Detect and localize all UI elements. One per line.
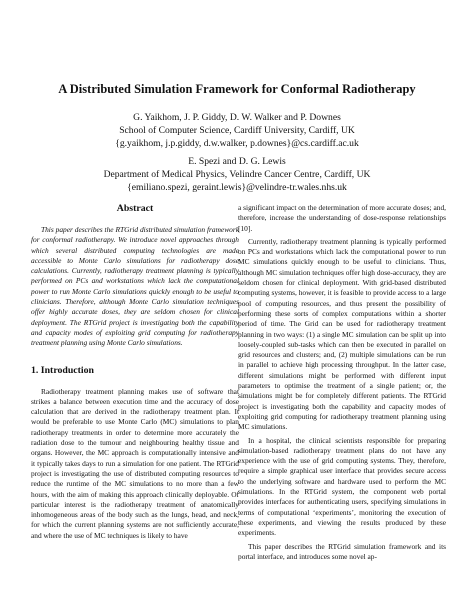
introduction-paragraph-1: Radiotherapy treatment planning makes use of software that strikes a balance between execution time and the accuracy of dose calculation that are derived in the radiotherapy treatment plan. It would be preferable to use Monte Carlo (MC) simulations to plan radiotherapy treatments in order to determine more accurately the radiation dose to the tumour and neighbouring healthy tissue and organs. However, the MC approach is computationally intensive and it typically takes days to run a simulation for one patient. The RTGrid project is investigating the use of distributed computing resources to reduce the runtime of the MC simulations to no more than a few hours, with the aim of making this approach clinically deployable. Of particular interest is the radiotherapy treatment of anatomically inhomogeneous areas of the body such as the lungs, head, and neck, for which the current planning systems are not sufficiently accurate, and where the use of MC techniques is likely to have [31,386,239,540]
right-paragraph-continued: a significant impact on the determination of more accurate doses; and, therefore, increase the understanding of dose-response relationships [10]. [238,203,446,233]
author-block [0,111,474,194]
affiliation-line-1: School of Computer Science, Cardiff University, Cardiff, UK [119,125,355,136]
right-column [238,203,446,562]
right-paragraph-1: Currently, radiotherapy treatment planning is typically performed on PCs and workstations which lack the computational power to run MC simulations quickly enough to be useful to clinicians. Thus, although MC simulation techniques offer high dose-accuracy, they are seldom chosen for clinical deployment. With grid-based distributed computing systems, however, it is feasible to provide access to a large pool of computing resources, and thus present the possibility of performing these sorts of complex computations within a shorter period of time. The Grid can be used for radiotherapy treatment planning in two ways: (1) a single MC simulation can be split up into loosely-coupled sub-tasks which can then be executed in parallel on grid resources and clusters; and, (2) multiple simulations can be run in parallel to achieve high processing throughput. In the latter case, different simulations might be performed with different input parameters to optimise the treatment of a single patient; or, the simulations might be for completely different patients. The RTGrid project is investigating both the capability and capacity modes of exploiting grid computing for radiotherapy treatment planning using MC simulations. [238,236,446,432]
affiliation-line-2: Department of Medical Physics, Velindre Cancer Centre, Cardiff, UK [103,169,371,180]
right-paragraph-3: This paper describes the RTGrid simulation framework and its portal interface, and introduces some novel ap- [238,541,446,561]
paper-title: A Distributed Simulation Framework for Conformal Radiotherapy [58,82,416,96]
introduction-heading: 1. Introduction [31,364,94,376]
right-paragraph-2: In a hospital, the clinical scientists responsible for preparing simulation-based radiotherapy treatment plans do not have any experience with the use of grid computing systems. They, therefore, require a simple graphical user interface that provides secure access to the underlying software and hardware used to perform the MC simulations. In the RTGrid system, the component web portal provides interfaces for authenticating users, specifying simulations in terms of computational ‘experiments’, monitoring the execution of these experiments, and viewing the results produced by these experiments. [238,435,446,538]
abstract-text: This paper describes the RTGrid distributed simulation framework for conformal radiotherapy. We introduce novel approaches through which several distributed computing technologies are made accessible to Monte Carlo simulations for radiotherapy dose calculations. Currently, radiotherapy treatment planning is typically performed on PCs and workstations which lack the computational power to run Monte Carlo simulations quickly enough to be useful to clinicians. Therefore, although Monte Carlo simulation techniques offer highly accurate doses, they are seldom chosen for clinical deployment. The RTGrid project is investigating both the capability and capacity modes of exploiting grid computing for radiotherapy treatment planning using Monte Carlo simulations. [31,225,239,348]
left-column [31,203,239,541]
authors-line-1: G. Yaikhom, J. P. Giddy, D. W. Walker and P. Downes [133,112,341,123]
abstract-heading: Abstract [116,203,154,214]
email-line-2: {emiliano.spezi, geraint.lewis}@velindre-tr.wales.nhs.uk [127,182,347,193]
email-line-1: {g.yaikhom, j.p.giddy, d.w.walker, p.downes}@cs.cardiff.ac.uk [115,138,359,149]
authors-line-2: E. Spezi and D. G. Lewis [188,156,286,167]
